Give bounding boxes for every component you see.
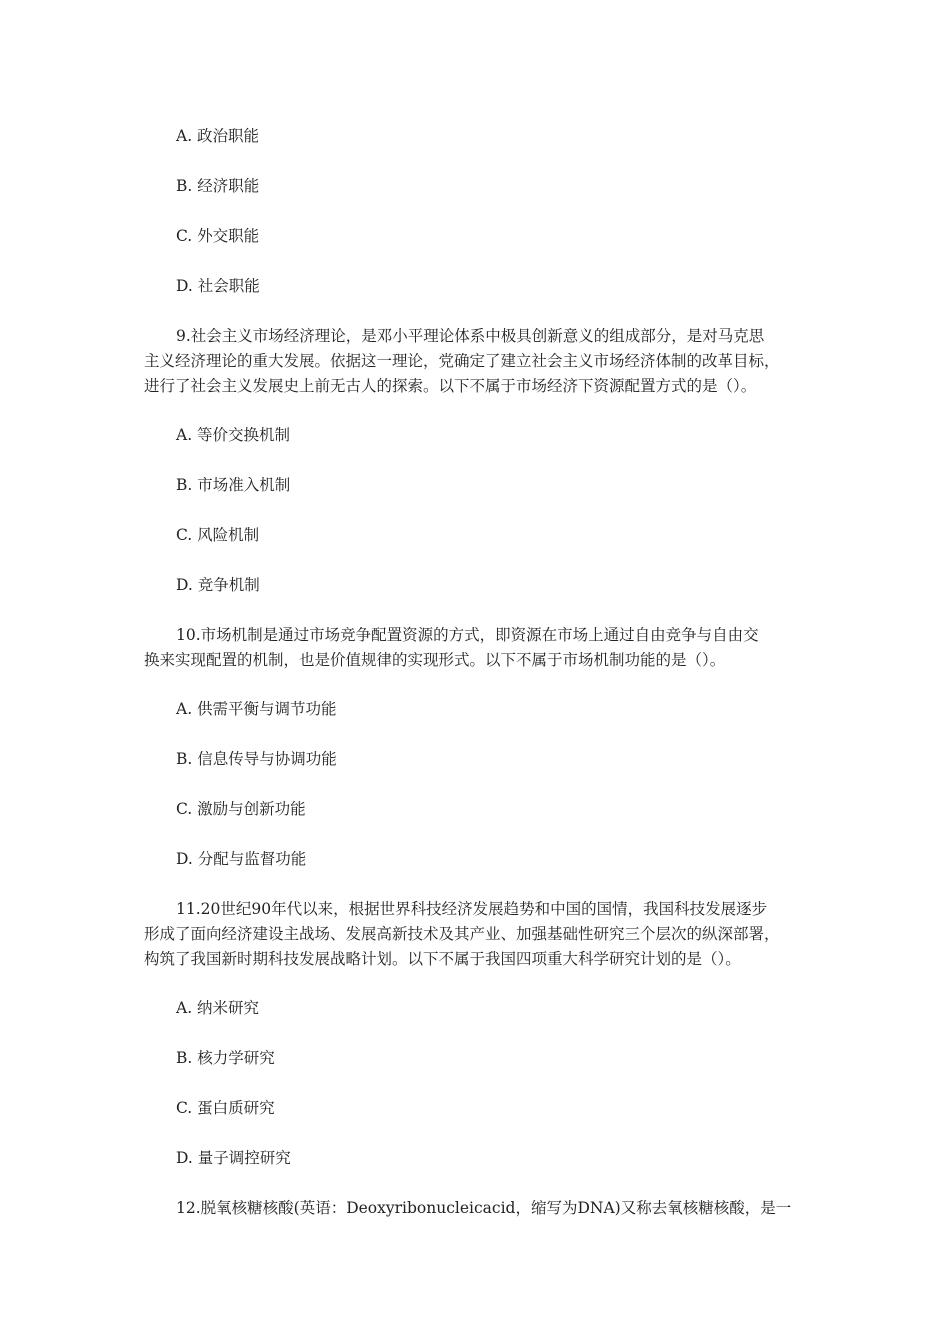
question-10-line-2: 换来实现配置的机制，也是价值规律的实现形式。以下不属于市场机制功能的是（）。 [144, 651, 726, 669]
option-10-d: D. 分配与监督功能 [176, 850, 307, 868]
option-9-c: C. 风险机制 [176, 526, 260, 544]
option-11-c: C. 蛋白质研究 [176, 1099, 275, 1117]
question-12-line-1: 12.脱氧核糖核酸(英语：Deoxyribonucleicacid，缩写为DNA)又称去氧核糖核酸，是一 [176, 1199, 792, 1217]
option-10-a: A. 供需平衡与调节功能 [176, 700, 337, 718]
option-10-b: B. 信息传导与协调功能 [176, 750, 337, 768]
option-11-a: A. 纳米研究 [176, 999, 260, 1017]
question-11-line-3: 构筑了我国新时期科技发展战略计划。以下不属于我国四项重大科学研究计划的是（）。 [144, 950, 741, 968]
option-9-a: A. 等价交换机制 [176, 426, 291, 444]
option-8-d: D. 社会职能 [176, 277, 260, 295]
option-9-b: B. 市场准入机制 [176, 476, 291, 494]
question-9-line-2: 主义经济理论的重大发展。依据这一理论，党确定了建立社会主义市场经济体制的改革目标， [144, 352, 780, 370]
option-8-a: A. 政治职能 [176, 127, 260, 145]
question-11-line-2: 形成了面向经济建设主战场、发展高新技术及其产业、加强基础性研究三个层次的纵深部署， [144, 925, 780, 943]
question-9-line-1: 9.社会主义市场经济理论，是邓小平理论体系中极具创新意义的组成部分，是对马克思 [176, 327, 765, 345]
question-11-line-1: 11.20世纪90年代以来，根据世界科技经济发展趋势和中国的国情，我国科技发展逐步 [176, 900, 768, 918]
question-9-line-3: 进行了社会主义发展史上前无古人的探索。以下不属于市场经济下资源配置方式的是（）。 [144, 377, 757, 395]
option-11-d: D. 量子调控研究 [176, 1149, 291, 1167]
option-8-b: B. 经济职能 [176, 177, 260, 195]
question-10-line-1: 10.市场机制是通过市场竞争配置资源的方式，即资源在市场上通过自由竞争与自由交 [176, 626, 759, 644]
option-8-c: C. 外交职能 [176, 227, 260, 245]
option-9-d: D. 竞争机制 [176, 576, 260, 594]
option-11-b: B. 核力学研究 [176, 1049, 275, 1067]
option-10-c: C. 激励与创新功能 [176, 800, 306, 818]
